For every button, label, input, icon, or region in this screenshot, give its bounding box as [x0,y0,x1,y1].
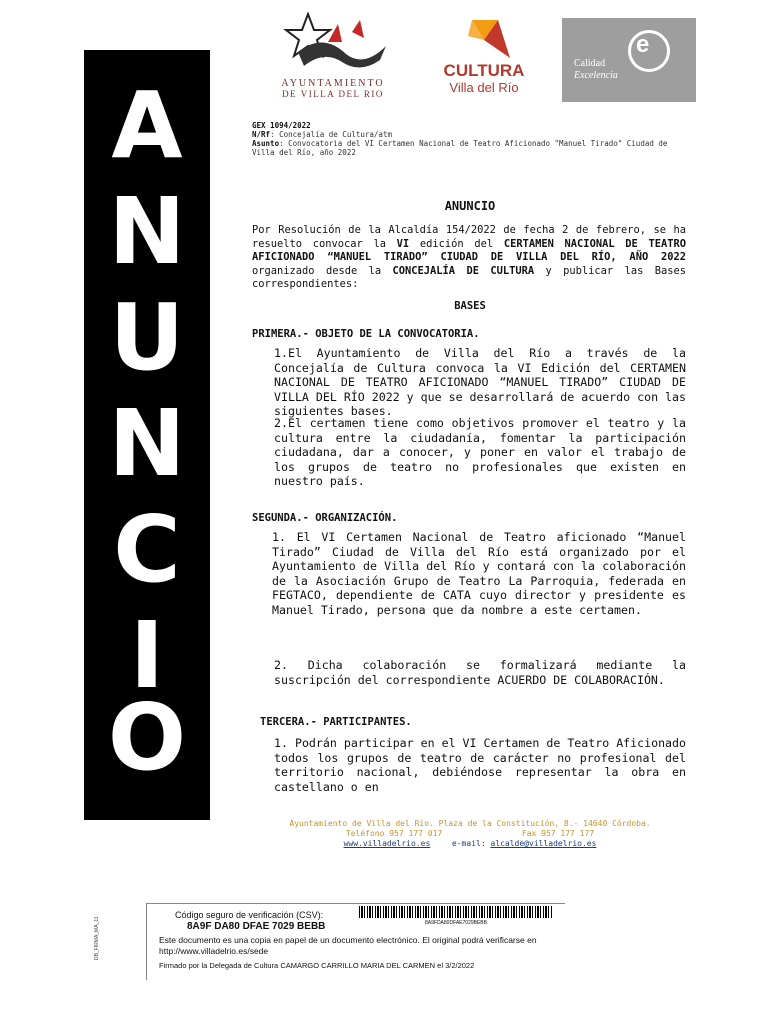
calidad-mark: e [636,31,650,58]
sidebar-letter-a: A [111,72,183,179]
intro-text-3: organizado desde la [252,264,393,277]
cultura-logo [434,18,534,98]
ayuntamiento-emblem-icon [268,12,398,74]
footer-contact [240,829,700,839]
calidad-logo [562,18,696,102]
segunda-item-2: 2. Dicha colaboración se formalizará mediante la suscripción del correspondiente ACUERDO DE COLABORACIÓN. [274,658,686,687]
footer-fax: Fax 957 177 177 [521,829,595,838]
verification-box [146,903,565,980]
sidebar-letter-n: N [108,178,186,285]
calidad-text-1: Calidad [574,58,606,69]
sidebar-letter-u: U [109,284,185,391]
ayuntamiento-name-line1: AYUNTAMIENTO [281,78,385,89]
primera-item-1: 1.El Ayuntamiento de Villa del Río a través de la Concejalía de Cultura convoca la VI Edición del CERTAMEN NACIONAL DE TEATRO AFICIONADO “MANUEL TIRADO” CIUDAD DE VILLA DEL RÍO 2022 y que se desarrollará de acuerdo con las siguientes bases. [274,346,686,419]
anuncio-sidebar [84,50,210,820]
ayuntamiento-logo [268,12,398,99]
barcode-text: 8A9FDA80DFAE7029BEBB [425,920,487,926]
copy-notice: Este documento es una copia en papel de un documento electrónico. El original podrá verificarse en [159,935,537,945]
barcode [359,906,553,918]
intro-text-2: edición del [409,237,504,250]
ayuntamiento-name-line2: DE VILLA DEL RIO [282,89,384,99]
signature-line: Firmado por la Delegada de Cultura CAMARGO CARRILLO MARIA DEL CARMEN el 3/2/2022 [159,961,475,970]
footer-address: Ayuntamiento de Villa del Río. Plaza de la Constitución, 8.- 14640 Córdoba. [289,819,651,828]
sidebar-letter-n2: N [108,390,186,497]
tercera-item-1: 1. Podrán participar en el VI Certamen de Teatro Aficionado todos los grupos de teatro de carácter no profesional del territorio nacional, debiéndose representar la obra en castellano o en [274,736,686,794]
primera-item-2: 2.El certamen tiene como objetivos promover el teatro y la cultura entre la ciudadanía, fomentar la participación ciudadana, dar a conocer, y poner en valor el trabajo de los grupos de teatro no profesionales que existen en nuestro país. [274,416,686,489]
intro-text-4: y publicar las Bases correspondientes: [252,264,686,290]
footer-links [240,839,700,849]
intro-paragraph [252,224,686,292]
asunto-label: Asunto [252,139,280,148]
cultura-title: CULTURA [443,61,525,80]
primera-title: PRIMERA.- OBJETO DE LA CONVOCATORIA. [252,328,480,340]
calidad-text-2: Excelencia [574,70,618,81]
footer-email-label: e-mail: [451,839,486,848]
footer-email-link[interactable]: alcalde@villadelrio.es [490,839,597,848]
sidebar-letter-i: I [129,602,165,709]
cultura-subtitle: Villa del Río [449,80,519,95]
gex-number: GEX 1094/2022 [252,121,311,130]
footer-phone: Teléfono 957 177 017 [345,829,443,838]
cultura-triangle-icon [454,18,514,62]
ref-label: N/Rf [252,130,271,139]
intro-edition: VI [396,237,410,250]
intro-text-1: Por Resolución de la Alcaldía 154/2022 de fecha 2 de febrero, se ha resuelto convocar la [252,224,686,250]
asunto-value: : Convocatoria del VI Certamen Nacional de Teatro Aficionado "Manuel Tirado" Ciudad de Villa del Río, año 2022 [252,139,668,157]
intro-certamen-name: CERTAMEN NACIONAL DE TEATRO AFICIONADO “MANUEL TIRADO” CIUDAD DE VILLA DEL RÍO, AÑO 2022 [252,237,687,263]
page-title: ANUNCIO [444,199,496,213]
csv-label: Código seguro de verificación (CSV): [175,910,324,920]
intro-concejalia: CONCEJALÍA DE CULTURA [392,264,535,277]
footer-website-link[interactable]: www.villadelrio.es [343,839,431,848]
segunda-item-1: 1. El VI Certamen Nacional de Teatro aficionado “Manuel Tirado” Ciudad de Villa del Río está organizado por el Ayuntamiento de Villa del Río y contará con la colaboración de la Asociación Grupo de Teatro La Parroquia, federada en FEGTACO, dependiente de CATA cuyo director y presidente es Manuel Tirado, persona que da nombre a este certamen. [272,530,686,617]
csv-code: 8A9F DA80 DFAE 7029 BEBB [187,921,326,932]
ref-value: : Concejalía de Cultura/atm [270,130,392,139]
side-code: DB_FIRMA_MA_11 [94,916,100,960]
verification-url[interactable]: http://www.villadelrio.es/sede [159,946,269,956]
tercera-title: TERCERA.- PARTICIPANTES. [260,716,412,728]
segunda-title: SEGUNDA.- ORGANIZACIÓN. [252,512,398,524]
document-header [252,121,688,157]
sidebar-letter-c: C [113,496,181,603]
sidebar-letter-o: O [107,684,187,791]
bases-title: BASES [454,300,486,312]
